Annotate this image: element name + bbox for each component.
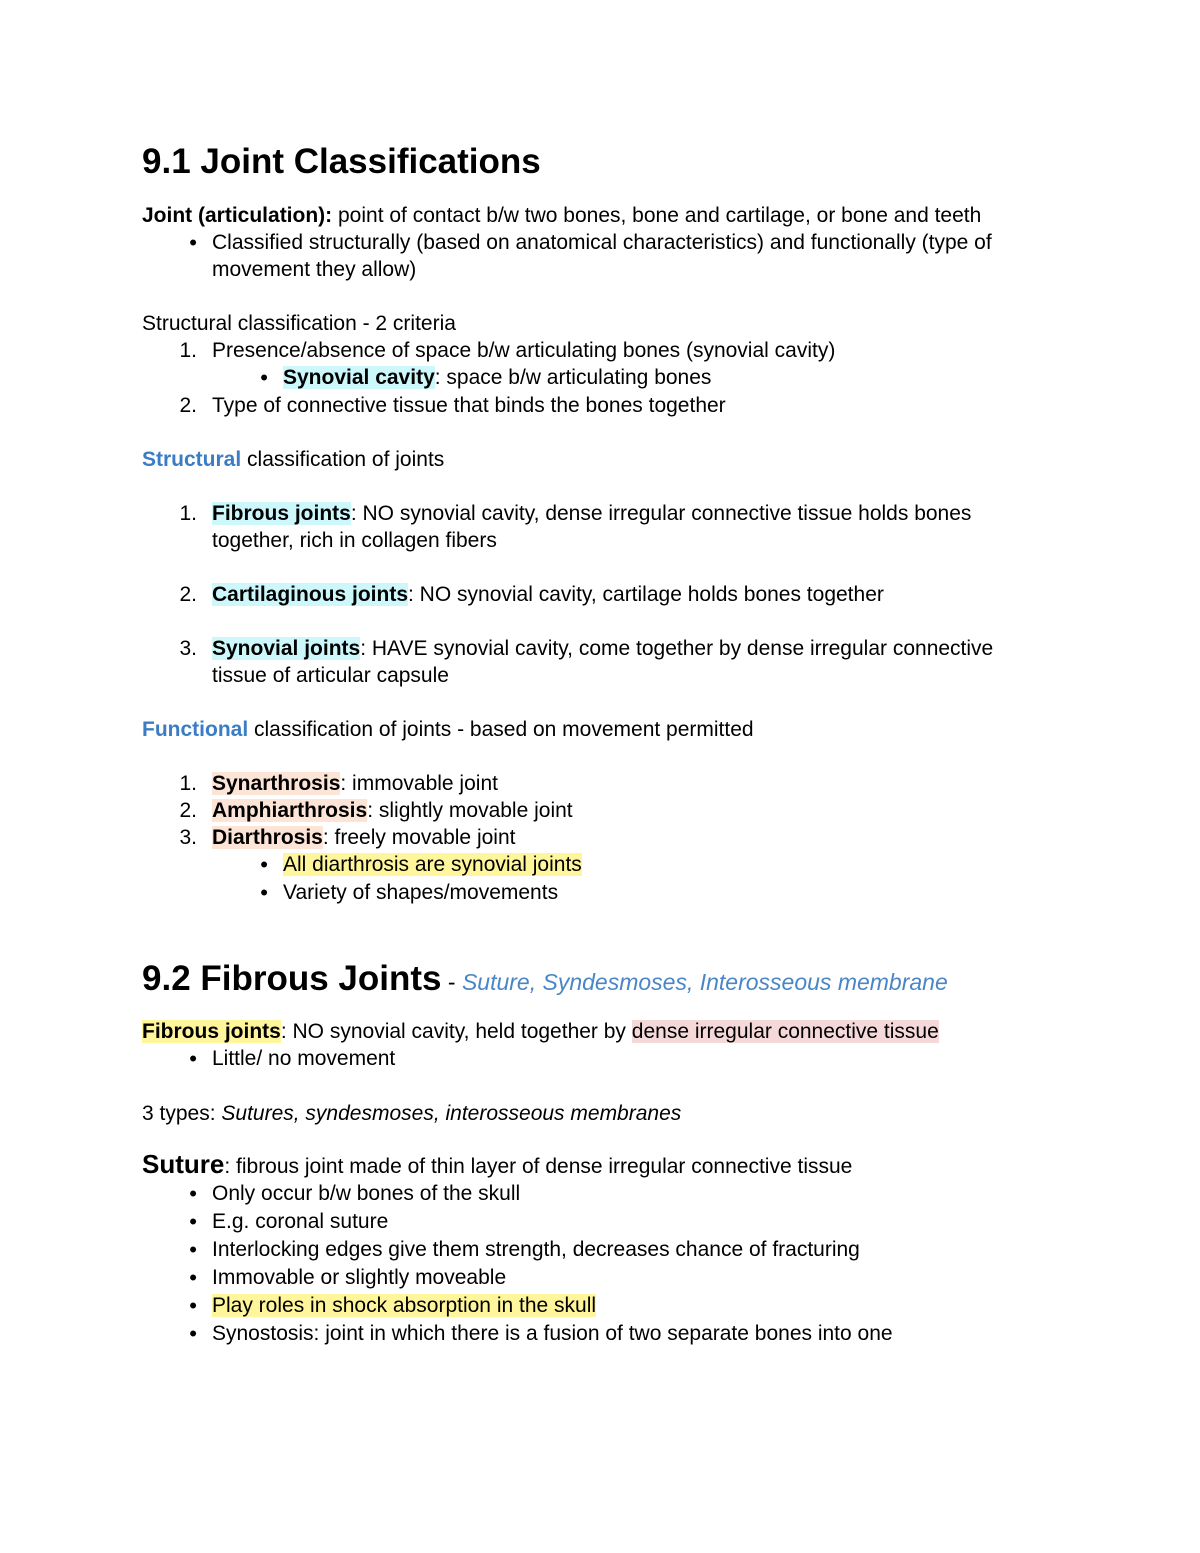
- list-item: 1. Fibrous joints: NO synovial cavity, dense irregular connective tissue holds bones together, rich in collagen fibers: [179, 502, 972, 552]
- bullet-icon: [142, 1264, 212, 1292]
- list-item: 3. Diarthrosis: freely movable joint: [179, 826, 516, 849]
- section-subtitle: Suture, Syndesmoses, Interosseous membrane: [461, 969, 948, 995]
- document-content: [142, 138, 1042, 1348]
- functional-classification-heading: Functional classification of joints - based on movement permitted: [142, 718, 754, 741]
- list-item: • Immovable or slightly moveable: [142, 1264, 1042, 1292]
- bullet-icon: [142, 1180, 212, 1208]
- list-item: 1. Synarthrosis: immovable joint: [179, 772, 498, 795]
- bullet-icon: [142, 229, 212, 283]
- bullet-icon: [142, 1208, 212, 1236]
- bullet-icon: [142, 1236, 212, 1264]
- list-item: 3. Synovial joints: HAVE synovial cavity, come together by dense irregular connective tissue of articular capsule: [179, 637, 994, 687]
- list-item: 1. Presence/absence of space b/w articulating bones (synovial cavity): [179, 339, 836, 362]
- list-item: • Synostosis: joint in which there is a fusion of two separate bones into one: [142, 1320, 1042, 1348]
- bullet-icon: [142, 1292, 212, 1320]
- list-item: • Little/ no movement: [142, 1045, 1042, 1073]
- list-item: 2. Amphiarthrosis: slightly movable joint: [179, 799, 573, 822]
- suture-definition: Suture: fibrous joint made of thin layer of dense irregular connective tissue: [142, 1149, 853, 1179]
- fibrous-joints-definition: Fibrous joints: NO synovial cavity, held together by dense irregular connective tissue: [142, 1020, 939, 1043]
- bullet-icon: [142, 1045, 212, 1073]
- list-item: 2. Type of connective tissue that binds the bones together: [179, 394, 726, 417]
- list-item: • Interlocking edges give them strength, decreases chance of fracturing: [142, 1236, 1042, 1264]
- bullet-icon: [142, 879, 283, 907]
- section-title-9-1: 9.1 Joint Classifications: [142, 142, 541, 181]
- joint-term: Joint (articulation):: [142, 204, 333, 227]
- joint-definition: Joint (articulation): point of contact b/w two bones, bone and cartilage, or bone and teeth: [142, 204, 982, 227]
- list-item: • Variety of shapes/movements: [142, 879, 1042, 907]
- list-item: 2. Cartilaginous joints: NO synovial cavity, cartilage holds bones together: [179, 583, 884, 606]
- list-item: • All diarthrosis are synovial joints: [142, 851, 1042, 879]
- structural-criteria-heading: Structural classification - 2 criteria: [142, 312, 456, 335]
- structural-classification-heading: Structural classification of joints: [142, 448, 445, 471]
- bullet-icon: [142, 364, 283, 392]
- types-line: 3 types: Sutures, syndesmoses, interosseous membranes: [142, 1102, 682, 1125]
- list-item: • Only occur b/w bones of the skull: [142, 1180, 1042, 1208]
- list-item: • Classified structurally (based on anatomical characteristics) and functionally (type of movement they allow): [142, 229, 1042, 283]
- section-title-9-2: 9.2 Fibrous Joints - Suture, Syndesmoses, Interosseous membrane: [142, 959, 948, 998]
- list-item: • Play roles in shock absorption in the skull: [142, 1292, 1042, 1320]
- list-item: • Synovial cavity: space b/w articulating bones: [142, 364, 1042, 392]
- list-item: • E.g. coronal suture: [142, 1208, 1042, 1236]
- bullet-icon: [142, 1320, 212, 1348]
- bullet-icon: [142, 851, 283, 879]
